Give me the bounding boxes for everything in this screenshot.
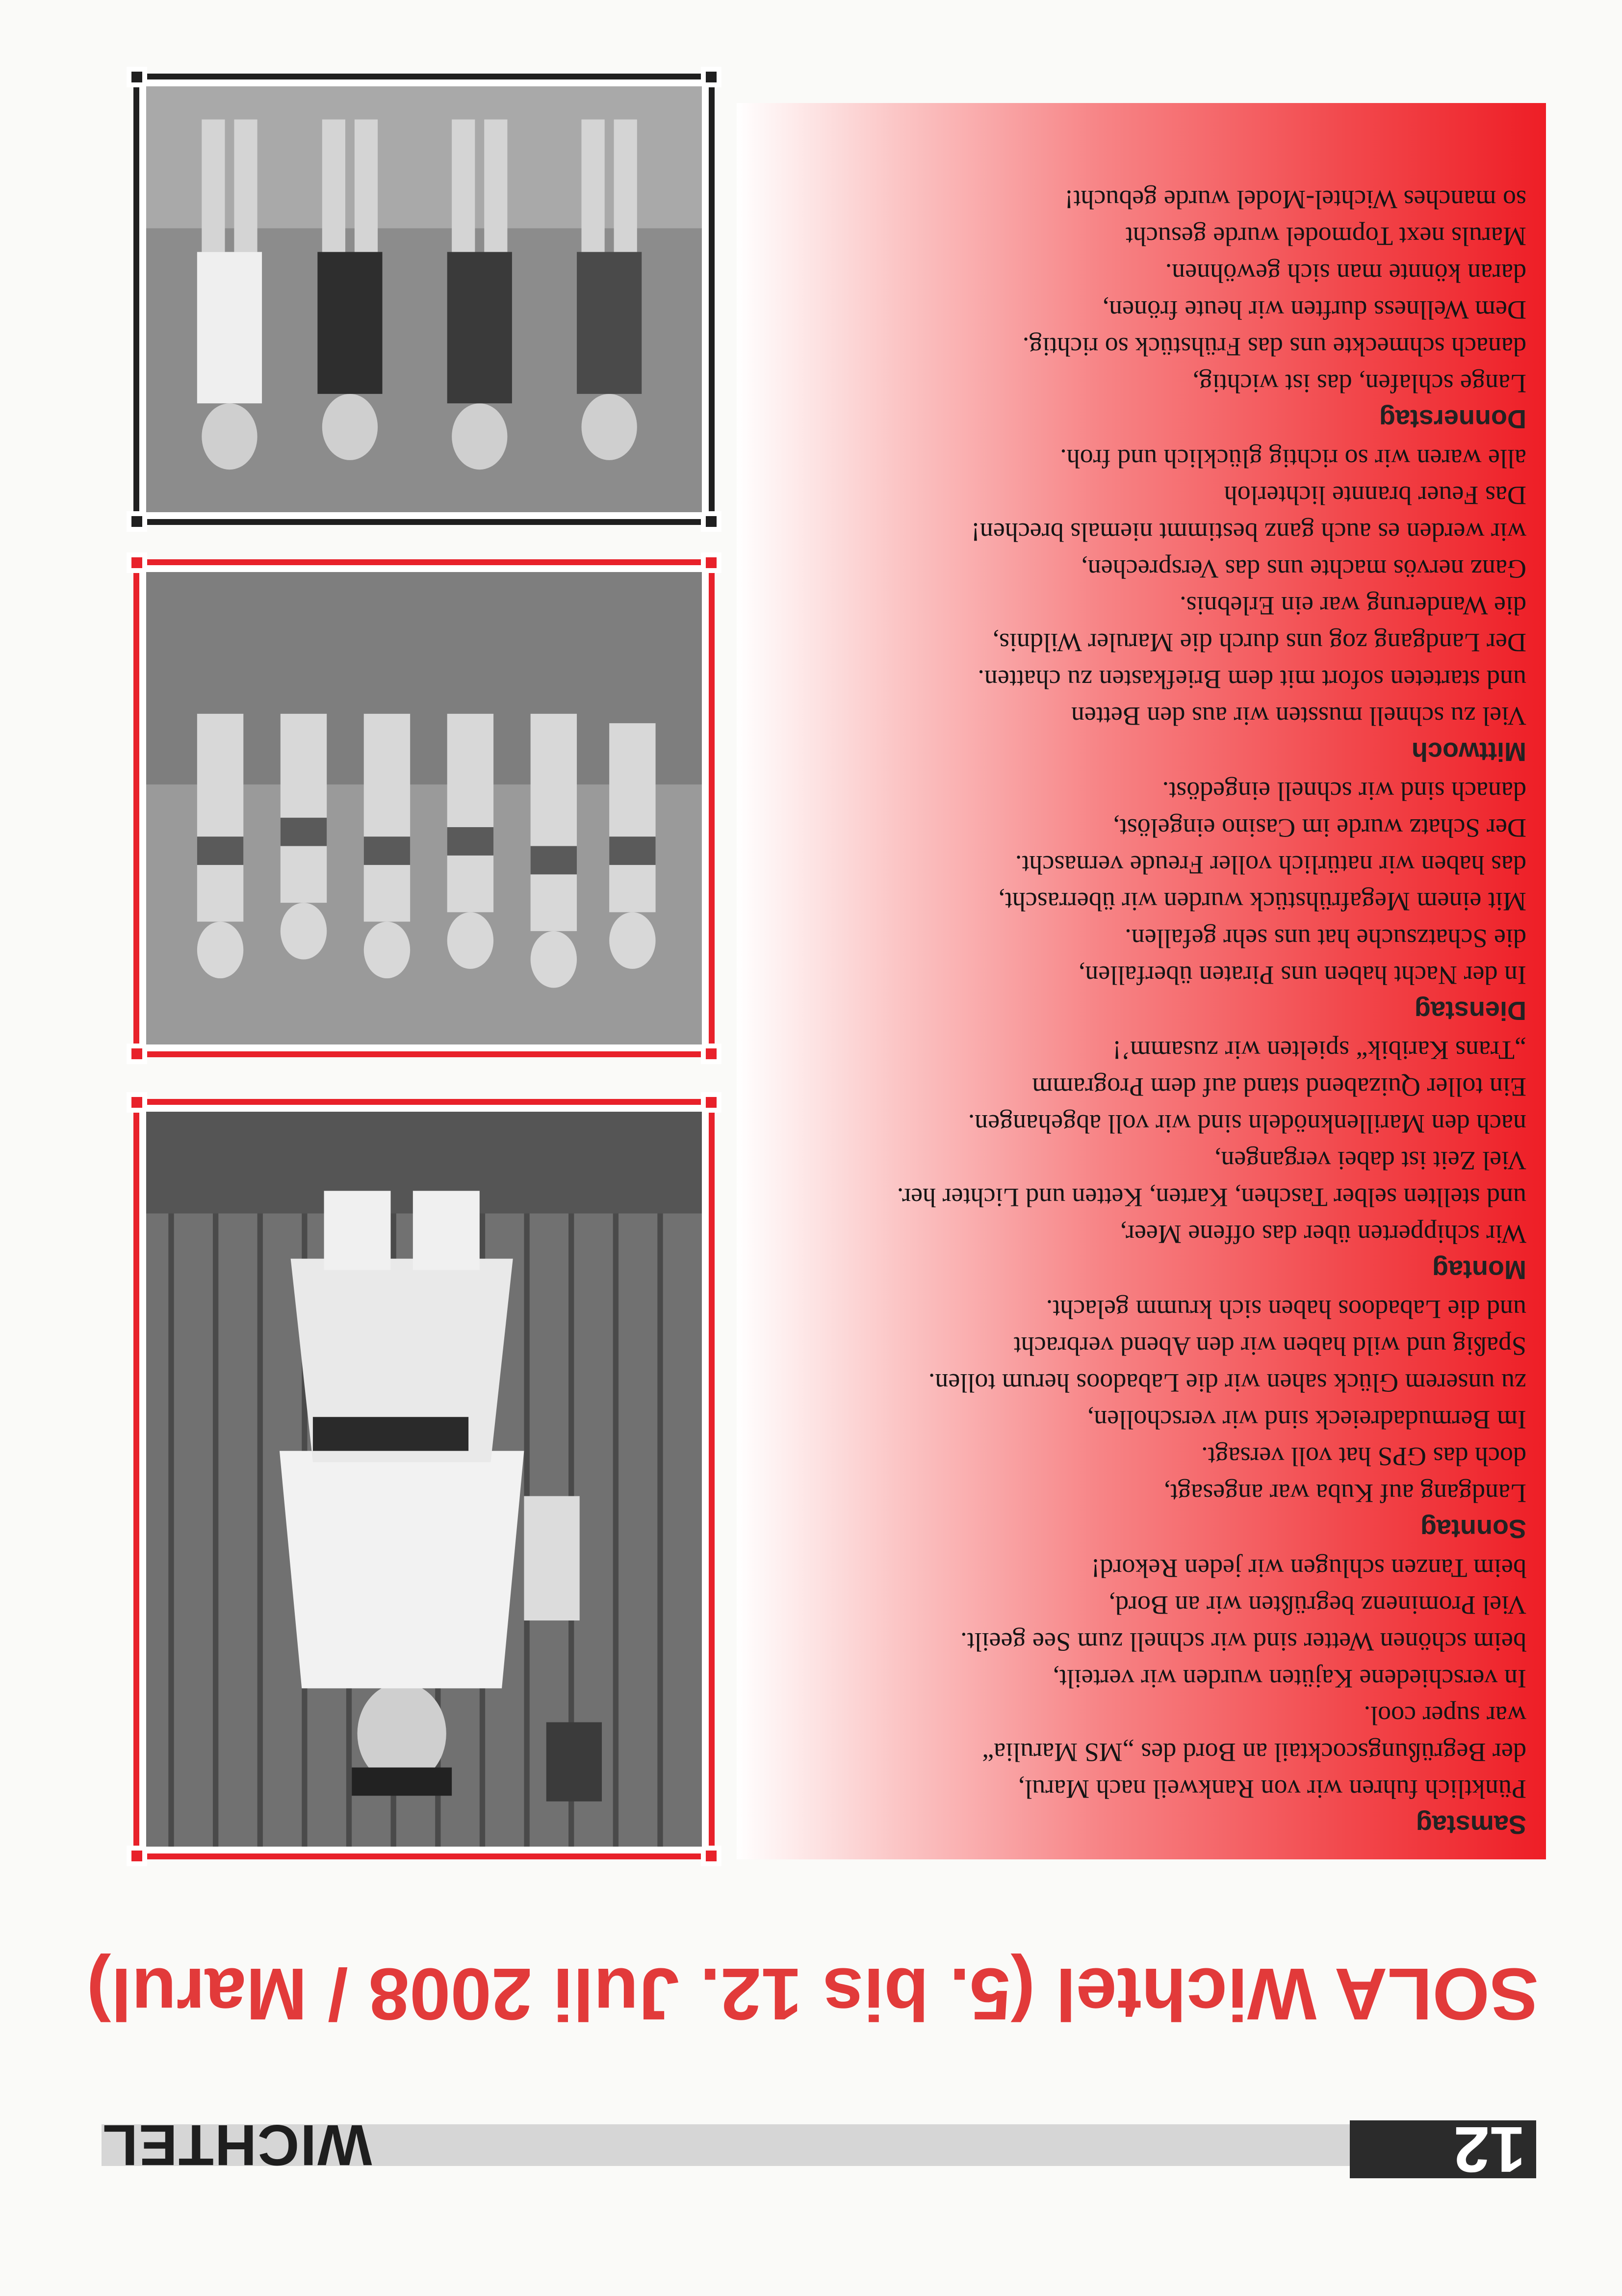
- frame-corner: [701, 1846, 721, 1866]
- poem-line: Der Landgang zog uns durch die Maruler Wildnis,: [992, 628, 1526, 657]
- poem-line: Ganz nervös machte uns das Versprechen,: [1081, 554, 1526, 584]
- poem-line: danach sind wir schnell eingedöst.: [1162, 777, 1526, 806]
- poem-line: alle waren wir so richtig glücklich und froh.: [1060, 444, 1526, 473]
- day-heading: Dienstag: [1414, 996, 1526, 1025]
- frame-corner: [127, 1092, 147, 1113]
- poem-line: und die Labadoos haben sich krumm gelacht.: [1046, 1295, 1526, 1324]
- day-heading: Donnerstag: [1379, 404, 1526, 434]
- poem-line: daran könnte man sich gewöhnen.: [1165, 259, 1526, 288]
- poem-line: nach den Marillenknödeln sind wir voll abgehangen.: [968, 1109, 1526, 1139]
- day-heading: Sonntag: [1420, 1514, 1526, 1543]
- photo-models-image: [146, 86, 702, 512]
- poem-line: der Begrüßungscocktail an Bord des „MS Marulia“: [982, 1738, 1526, 1767]
- frame-corner: [701, 1092, 721, 1113]
- poem-line: beim Tanzen schlugen wir jeden Rekord!: [1091, 1554, 1526, 1583]
- poem-line: Im Bermudadreieck sind wir verschollen,: [1087, 1405, 1526, 1435]
- poem-line: Viel Prominenz begrüßten wir an Bord,: [1108, 1591, 1526, 1620]
- poem-line: und stellten selber Taschen, Karten, Ketten und Lichter her.: [897, 1183, 1526, 1212]
- frame-corner: [127, 1846, 147, 1866]
- poem-line: Viel zu schnell mussten wir aus den Betten: [1071, 702, 1526, 731]
- poem-line: war super cool.: [1364, 1701, 1526, 1730]
- poem-line: Mit einem Megafrühstück wurden wir überrascht,: [998, 887, 1526, 916]
- poem-line: wir werden es auch ganz bestimmt niemals brechen!: [971, 518, 1526, 547]
- poem-line: doch das GPS hat voll versagt.: [1201, 1442, 1526, 1471]
- poem-line: die Wanderung war ein Erlebnis.: [1180, 591, 1526, 621]
- frame-corner: [701, 67, 721, 87]
- poem: [747, 181, 1526, 1846]
- page-number: 12: [1453, 2113, 1526, 2186]
- poem-line: beim schönen Wetter sind wir schnell zum See geeilt.: [960, 1627, 1526, 1657]
- frame-corner: [127, 552, 147, 573]
- poem-line: Viel Zeit ist dabei vergangen,: [1214, 1146, 1526, 1175]
- frame-corner: [701, 552, 721, 573]
- poem-panel: [737, 103, 1546, 1859]
- poem-line: Pünktlich fuhren wir von Rankweil nach Marul,: [1018, 1774, 1526, 1804]
- frame-corner: [127, 511, 147, 532]
- frame-corner: [701, 511, 721, 532]
- poem-line: danach schmeckte uns das Frühstück so richtig.: [1022, 332, 1526, 362]
- poem-line: „Trans Karibik“ spielten wir zusamm’!: [1112, 1036, 1526, 1065]
- poem-line: Maruls next Topmodel wurde gesucht: [1125, 222, 1526, 251]
- poem-line: Spaßig und wild haben wir den Abend verbracht: [1013, 1331, 1526, 1361]
- poem-line: Der Schatz wurde im Casino eingelöst,: [1113, 813, 1526, 843]
- photo-group-pool-image: [146, 572, 702, 1044]
- poem-line: die Schatzsuche hat uns sehr gefallen.: [1125, 924, 1526, 953]
- poem-line: Landgang auf Kuba war angesagt,: [1163, 1479, 1526, 1508]
- photo-costume-person: [133, 1099, 715, 1859]
- day-heading: Montag: [1432, 1255, 1526, 1284]
- poem-line: Wir schipperten über das offene Meer,: [1120, 1220, 1526, 1249]
- section-label: WICHTEL: [102, 2113, 372, 2177]
- poem-line: Lange schlafen, das ist wichtig,: [1192, 369, 1526, 398]
- photo-models: [133, 74, 715, 525]
- frame-corner: [127, 1044, 147, 1064]
- photo-group-pool: [133, 559, 715, 1057]
- poem-line: und starteten sofort mit dem Briefkasten zu chatten.: [978, 665, 1526, 694]
- poem-line: so manches Wichtel-Model wurde gebucht!: [1064, 185, 1526, 214]
- day-heading: Mittwoch: [1412, 737, 1526, 766]
- poem-line: In der Nacht haben uns Piraten überfallen,: [1078, 961, 1526, 990]
- poem-line: Dem Wellness durften wir heute frönen,: [1102, 295, 1526, 325]
- photo-costume-person-image: [146, 1112, 702, 1847]
- poem-line: In verschiedene Kajüten wurden wir verteilt,: [1053, 1664, 1526, 1694]
- poem-line: zu unserem Glück sahen wir die Labadoos herum tollen.: [928, 1368, 1526, 1398]
- frame-corner: [701, 1044, 721, 1064]
- poem-line: Das Feuer brannte lichterloh: [1224, 481, 1526, 510]
- poem-line: Ein toller Quizabend stand auf dem Programm: [1032, 1072, 1526, 1102]
- poem-line: das haben wir natürlich voller Freude vernascht.: [1015, 850, 1526, 880]
- page-title: SOLA Wichtel (5. bis 12. Juli 2008 / Marul): [86, 1953, 1539, 2035]
- frame-corner: [127, 67, 147, 87]
- day-heading: Samstag: [1416, 1810, 1526, 1839]
